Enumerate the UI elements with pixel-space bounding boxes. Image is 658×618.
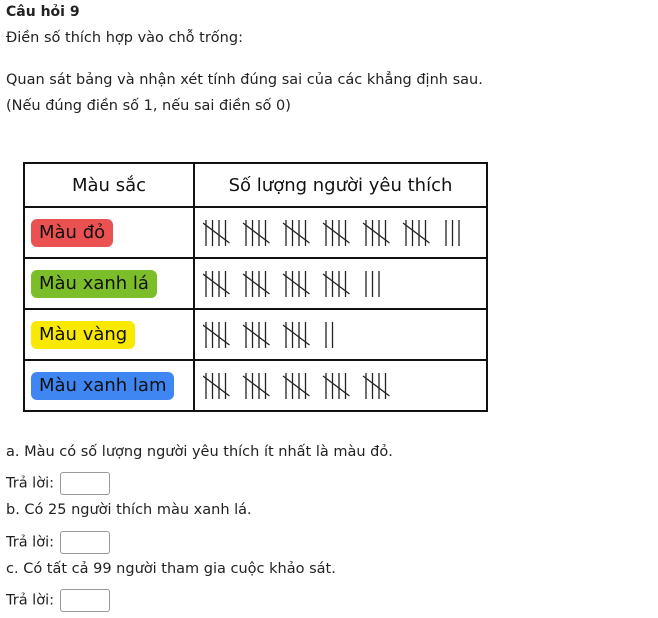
answer-label: Trả lời: — [6, 475, 54, 492]
tally-cell — [194, 309, 487, 360]
tally-marks — [203, 213, 483, 253]
color-badge-blue: Màu xanh lam — [31, 372, 174, 400]
header-count: Số lượng người yêu thích — [194, 163, 487, 207]
tally-marks — [203, 264, 483, 304]
answer-label: Trả lời: — [6, 592, 54, 609]
answer-row-c — [6, 589, 110, 612]
answer-input-c[interactable] — [60, 589, 110, 612]
color-badge-yellow: Màu vàng — [31, 321, 135, 349]
table-row — [24, 309, 487, 360]
table-header-row — [24, 163, 487, 207]
answer-label: Trả lời: — [6, 534, 54, 551]
answer-row-b — [6, 531, 110, 554]
statement-a: a. Màu có số lượng người yêu thích ít nhất là màu đỏ. — [6, 444, 393, 460]
tally-cell — [194, 258, 487, 309]
tally-marks — [203, 366, 483, 406]
tally-marks — [203, 315, 483, 355]
statement-b: b. Có 25 người thích màu xanh lá. — [6, 502, 252, 518]
tally-table — [23, 162, 488, 412]
prompt-text: Quan sát bảng và nhận xét tính đúng sai của các khẳng định sau. — [6, 72, 483, 88]
color-badge-green: Màu xanh lá — [31, 270, 157, 298]
table-row — [24, 207, 487, 258]
table-row — [24, 360, 487, 411]
instruction-text: Điền số thích hợp vào chỗ trống: — [6, 30, 243, 46]
answer-input-b[interactable] — [60, 531, 110, 554]
answer-row-a — [6, 472, 110, 495]
table-row — [24, 258, 487, 309]
note-text: (Nếu đúng điền số 1, nếu sai điền số 0) — [6, 98, 291, 114]
statement-c: c. Có tất cả 99 người tham gia cuộc khảo sát. — [6, 561, 336, 577]
question-title: Câu hỏi 9 — [6, 4, 80, 20]
color-badge-red: Màu đỏ — [31, 219, 113, 247]
header-color: Màu sắc — [24, 163, 194, 207]
tally-cell — [194, 207, 487, 258]
answer-input-a[interactable] — [60, 472, 110, 495]
tally-cell — [194, 360, 487, 411]
